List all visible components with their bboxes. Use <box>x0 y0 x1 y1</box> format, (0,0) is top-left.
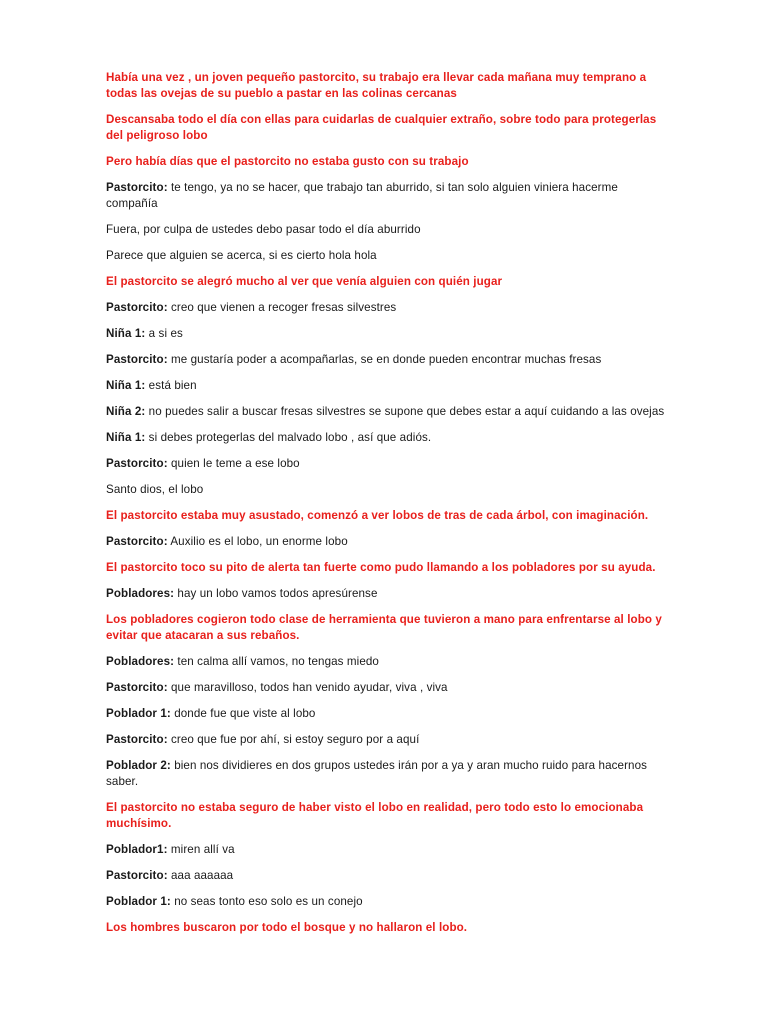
paragraph-text: no puedes salir a buscar fresas silvestres se supone que debes estar a aquí cuidando a las ovejas <box>145 405 665 418</box>
dialog-paragraph <box>106 654 668 670</box>
paragraph-text: El pastorcito estaba muy asustado, comenzó a ver lobos de tras de cada árbol, con imaginación. <box>106 509 649 522</box>
dialog-paragraph <box>106 732 668 748</box>
narration-paragraph <box>106 800 668 832</box>
paragraph-text: ten calma allí vamos, no tengas miedo <box>174 655 379 668</box>
speaker-label: Pastorcito: <box>106 353 168 366</box>
narration-paragraph <box>106 560 668 576</box>
paragraph-text: no seas tonto eso solo es un conejo <box>170 895 363 908</box>
dialog-paragraph <box>106 706 668 722</box>
speaker-label: Pastorcito: <box>106 457 168 470</box>
dialog-paragraph <box>106 404 668 420</box>
paragraph-text: Parece que alguien se acerca, si es cierto hola hola <box>106 249 377 262</box>
paragraph-text: creo que fue por ahí, si estoy seguro por a aquí <box>167 733 420 746</box>
dialog-paragraph <box>106 680 668 696</box>
paragraph-text: miren allí va <box>167 843 235 856</box>
speaker-label: Poblador 2: <box>106 759 171 772</box>
paragraph-text: donde fue que viste al lobo <box>170 707 316 720</box>
speaker-label: Niña 1: <box>106 379 146 392</box>
dialog-paragraph <box>106 222 668 238</box>
dialog-paragraph <box>106 352 668 368</box>
dialog-paragraph <box>106 300 668 316</box>
paragraph-text: que maravilloso, todos han venido ayudar, viva , viva <box>167 681 448 694</box>
speaker-label: Poblador 1: <box>106 707 171 720</box>
narration-paragraph <box>106 112 668 144</box>
speaker-label: Pastorcito: <box>106 681 168 694</box>
speaker-label: Pastorcito: <box>106 733 168 746</box>
paragraph-text: Descansaba todo el día con ellas para cuidarlas de cualquier extraño, sobre todo para protegerlas del peligroso lobo <box>106 113 657 142</box>
dialog-paragraph <box>106 482 668 498</box>
paragraph-text: Auxilio es el lobo, un enorme lobo <box>167 535 348 548</box>
narration-paragraph <box>106 920 668 936</box>
paragraph-text: Santo dios, el lobo <box>106 483 204 496</box>
speaker-label: Niña 1: <box>106 327 146 340</box>
dialog-paragraph <box>106 378 668 394</box>
paragraph-text: quien le teme a ese lobo <box>167 457 300 470</box>
paragraph-text: El pastorcito se alegró mucho al ver que venía alguien con quién jugar <box>106 275 503 288</box>
speaker-label: Pobladores: <box>106 655 175 668</box>
paragraph-text: te tengo, ya no se hacer, que trabajo tan aburrido, si tan solo alguien viniera hacerme compañía <box>106 181 618 210</box>
speaker-label: Poblador1: <box>106 843 168 856</box>
narration-paragraph <box>106 154 668 170</box>
dialog-paragraph <box>106 894 668 910</box>
paragraph-text: creo que vienen a recoger fresas silvestres <box>167 301 397 314</box>
paragraph-text: aaa aaaaaa <box>167 869 234 882</box>
dialog-paragraph <box>106 842 668 858</box>
narration-paragraph <box>106 274 668 290</box>
paragraph-text: El pastorcito toco su pito de alerta tan fuerte como pudo llamando a los pobladores por su ayuda. <box>106 561 656 574</box>
dialog-paragraph <box>106 758 668 790</box>
dialog-paragraph <box>106 534 668 550</box>
dialog-paragraph <box>106 868 668 884</box>
speaker-label: Poblador 1: <box>106 895 171 908</box>
speaker-label: Niña 1: <box>106 431 146 444</box>
speaker-label: Pastorcito: <box>106 535 168 548</box>
speaker-label: Niña 2: <box>106 405 146 418</box>
narration-paragraph <box>106 508 668 524</box>
dialog-paragraph <box>106 326 668 342</box>
speaker-label: Pastorcito: <box>106 869 168 882</box>
dialog-paragraph <box>106 456 668 472</box>
dialog-paragraph <box>106 248 668 264</box>
speaker-label: Pobladores: <box>106 587 175 600</box>
dialog-paragraph <box>106 180 668 212</box>
story-text <box>106 70 668 936</box>
paragraph-text: si debes protegerlas del malvado lobo , así que adiós. <box>145 431 432 444</box>
paragraph-text: bien nos dividieres en dos grupos ustedes irán por a ya y aran mucho ruido para hacernos saber. <box>106 759 648 788</box>
paragraph-text: Fuera, por culpa de ustedes debo pasar todo el día aburrido <box>106 223 421 236</box>
narration-paragraph <box>106 70 668 102</box>
dialog-paragraph <box>106 586 668 602</box>
paragraph-text: me gustaría poder a acompañarlas, se en donde pueden encontrar muchas fresas <box>167 353 602 366</box>
paragraph-text: Pero había días que el pastorcito no estaba gusto con su trabajo <box>106 155 469 168</box>
narration-paragraph <box>106 612 668 644</box>
paragraph-text: hay un lobo vamos todos apresúrense <box>174 587 378 600</box>
paragraph-text: Los pobladores cogieron todo clase de herramienta que tuvieron a mano para enfrentarse al lobo y evitar que atacaran a sus rebaños. <box>106 613 662 642</box>
dialog-paragraph <box>106 430 668 446</box>
paragraph-text: El pastorcito no estaba seguro de haber visto el lobo en realidad, pero todo esto lo emocionaba muchísimo. <box>106 801 644 830</box>
paragraph-text: está bien <box>145 379 197 392</box>
speaker-label: Pastorcito: <box>106 301 168 314</box>
speaker-label: Pastorcito: <box>106 181 168 194</box>
paragraph-text: Había una vez , un joven pequeño pastorcito, su trabajo era llevar cada mañana muy temprano a todas las ovejas de su pueblo a pastar en las colinas cercanas <box>106 71 647 100</box>
paragraph-text: a si es <box>145 327 183 340</box>
paragraph-text: Los hombres buscaron por todo el bosque y no hallaron el lobo. <box>106 921 468 934</box>
